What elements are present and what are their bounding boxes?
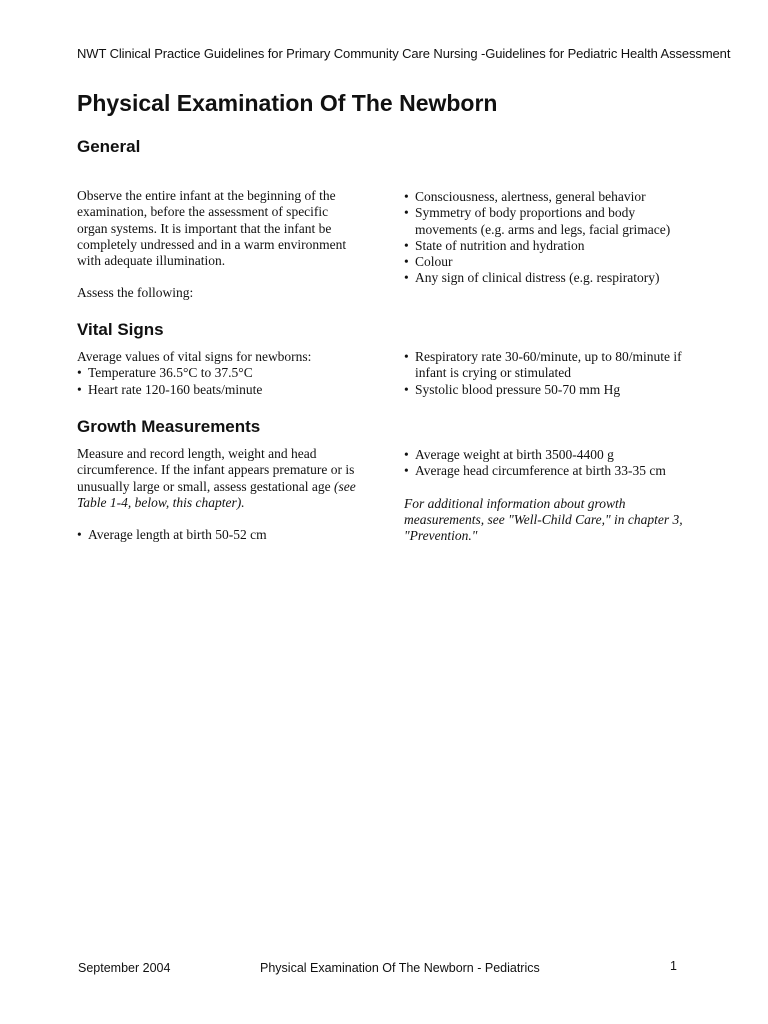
growth-right-list [404,447,694,480]
list-item: • Any sign of clinical distress (e.g. respiratory) [404,270,694,286]
general-left-column [77,188,362,302]
table-reference: (see Table 1-4, below, this chapter). [77,478,356,510]
footer-title: Physical Examination Of The Newborn - Pediatrics [260,961,540,975]
list-item: • Average head circumference at birth 33-35 cm [404,463,694,479]
list-item: • Respiratory rate 30-60/minute, up to 80/minute if infant is crying or stimulated [404,349,694,382]
list-item: • Temperature 36.5°C to 37.5°C [77,365,362,381]
vital-signs-intro: Average values of vital signs for newborns: [77,349,312,364]
vital-signs-right-list [404,349,694,398]
growth-left-list [77,527,362,543]
general-assess-label: Assess the following: [77,285,194,301]
vital-signs-left-column [77,349,362,398]
page-title: Physical Examination Of The Newborn [77,90,498,116]
list-item: • State of nutrition and hydration [404,238,694,254]
general-intro-paragraph: Observe the entire infant at the beginning of the examination, before the assessment of specific organ systems. It is important that the infant be completely undressed and in a warm environment with adequate illumination. [77,188,347,269]
running-header: NWT Clinical Practice Guidelines for Primary Community Care Nursing -Guidelines for Pediatric Health Assessment [77,46,731,61]
list-item: • Systolic blood pressure 50-70 mm Hg [404,382,694,398]
list-item: • Heart rate 120-160 beats/minute [77,382,362,398]
list-item: • Symmetry of body proportions and body movements (e.g. arms and legs, facial grimace) [404,205,694,238]
list-item: • Colour [404,254,694,270]
vital-signs-right-column [404,349,694,398]
growth-note-paragraph [404,496,694,545]
growth-note: For additional information about growth measurements, see "Well-Child Care," in chapter 3, "Prevention." [404,495,683,544]
list-item: • Average weight at birth 3500-4400 g [404,447,694,463]
growth-intro-text: Measure and record length, weight and head circumference. If the infant appears premature or is unusually large or small, assess gestational age [77,446,355,494]
section-heading-growth-measurements: Growth Measurements [77,417,261,436]
section-heading-general: General [77,137,141,156]
list-item: • Consciousness, alertness, general behavior [404,189,694,205]
vital-signs-left-list [77,365,362,398]
general-assessment-list [404,189,694,287]
growth-intro-paragraph [77,446,362,511]
list-item: • Average length at birth 50-52 cm [77,527,362,543]
section-heading-vital-signs: Vital Signs [77,320,164,339]
page-number: 1 [670,959,677,973]
footer-date: September 2004 [78,961,171,975]
general-right-column [404,189,694,287]
growth-left-column [77,446,362,543]
growth-right-column [404,447,694,544]
